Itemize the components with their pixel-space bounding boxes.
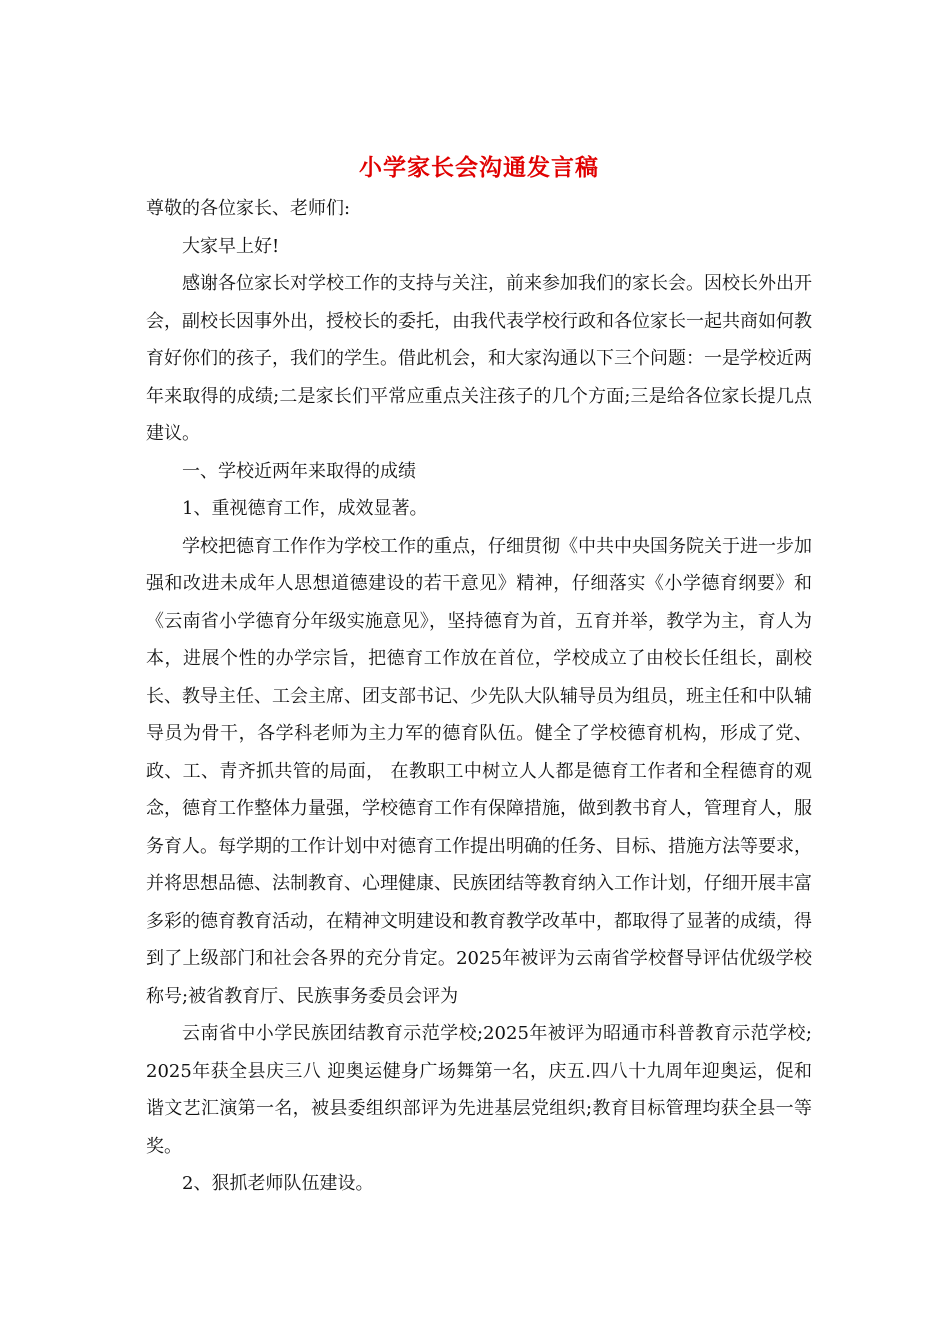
greeting: 大家早上好! [182, 235, 280, 257]
subsection-heading-moral-education: 1、重视德育工作，成效显著。 [182, 498, 428, 519]
salutation: 尊敬的各位家长、老师们: [146, 198, 351, 219]
moral-education-paragraph: 学校把德育工作作为学校工作的重点，仔细贯彻《中共中央国务院关于进一步加强和改进未成年人思想道德建设的若干意见》精神，仔细落实《小学德育纲要》和《云南省小学德育分年级实施意见》，坚持德育为首，五育并举，教学为主，育人为本，进展个性的办学宗旨，把德育工作放在首位，学校成立了由校长任组长，副校长、教导主任、工会主席、团支部书记、少先队大队辅导员为组员，班主任和中队辅导员为骨干，各学科老师为主力军的德育队伍。健全了学校德育机构，形成了党、政、工、青齐抓共管的局面， 在教职工中树立人人都是德育工作者和全程德育的观念，德育工作整体力量强，学校德育工作有保障措施，做到教书育人，管理育人，服务育人。每学期的工作计划中对德育工作提出明确的任务、目标、措施方法等要求，并将思想品德、法制教育、心理健康、民族团结等教育纳入工作计划，仔细开展丰富多彩的德育教育活动，在精神文明建设和教育教学改革中，都取得了显著的成绩，得到了上级部门和社会各界的充分肯定。2025年被评为云南省学校督导评估优级学校称号;被省教育厅、民族事务委员会评为 [146, 535, 812, 1007]
intro-paragraph: 感谢各位家长对学校工作的支持与关注，前来参加我们的家长会。因校长外出开会，副校长因事外出，授校长的委托，由我代表学校行政和各位家长一起共商如何教育好你们的孩子，我们的学生。借此机会，和大家沟通以下三个问题：一是学校近两年来取得的成绩;二是家长们平常应重点关注孩子的几个方面;三是给各位家长提几点建议。 [146, 273, 812, 444]
subsection-heading-teacher-team: 2、狠抓老师队伍建设。 [182, 1173, 374, 1194]
document-page [146, 150, 812, 1203]
section-heading-achievements: 一、学校近两年来取得的成绩 [182, 460, 416, 482]
awards-paragraph: 云南省中小学民族团结教育示范学校;2025年被评为昭通市科普教育示范学校; 2025年获全县庆三八 迎奥运健身广场舞第一名，庆五.四八十九周年迎奥运，促和谐文艺汇演第一名，被县委组织部评为先进基层党组织;教育目标管理均获全县一等奖。 [146, 1023, 812, 1157]
document-title: 小学家长会沟通发言稿 [359, 154, 599, 181]
